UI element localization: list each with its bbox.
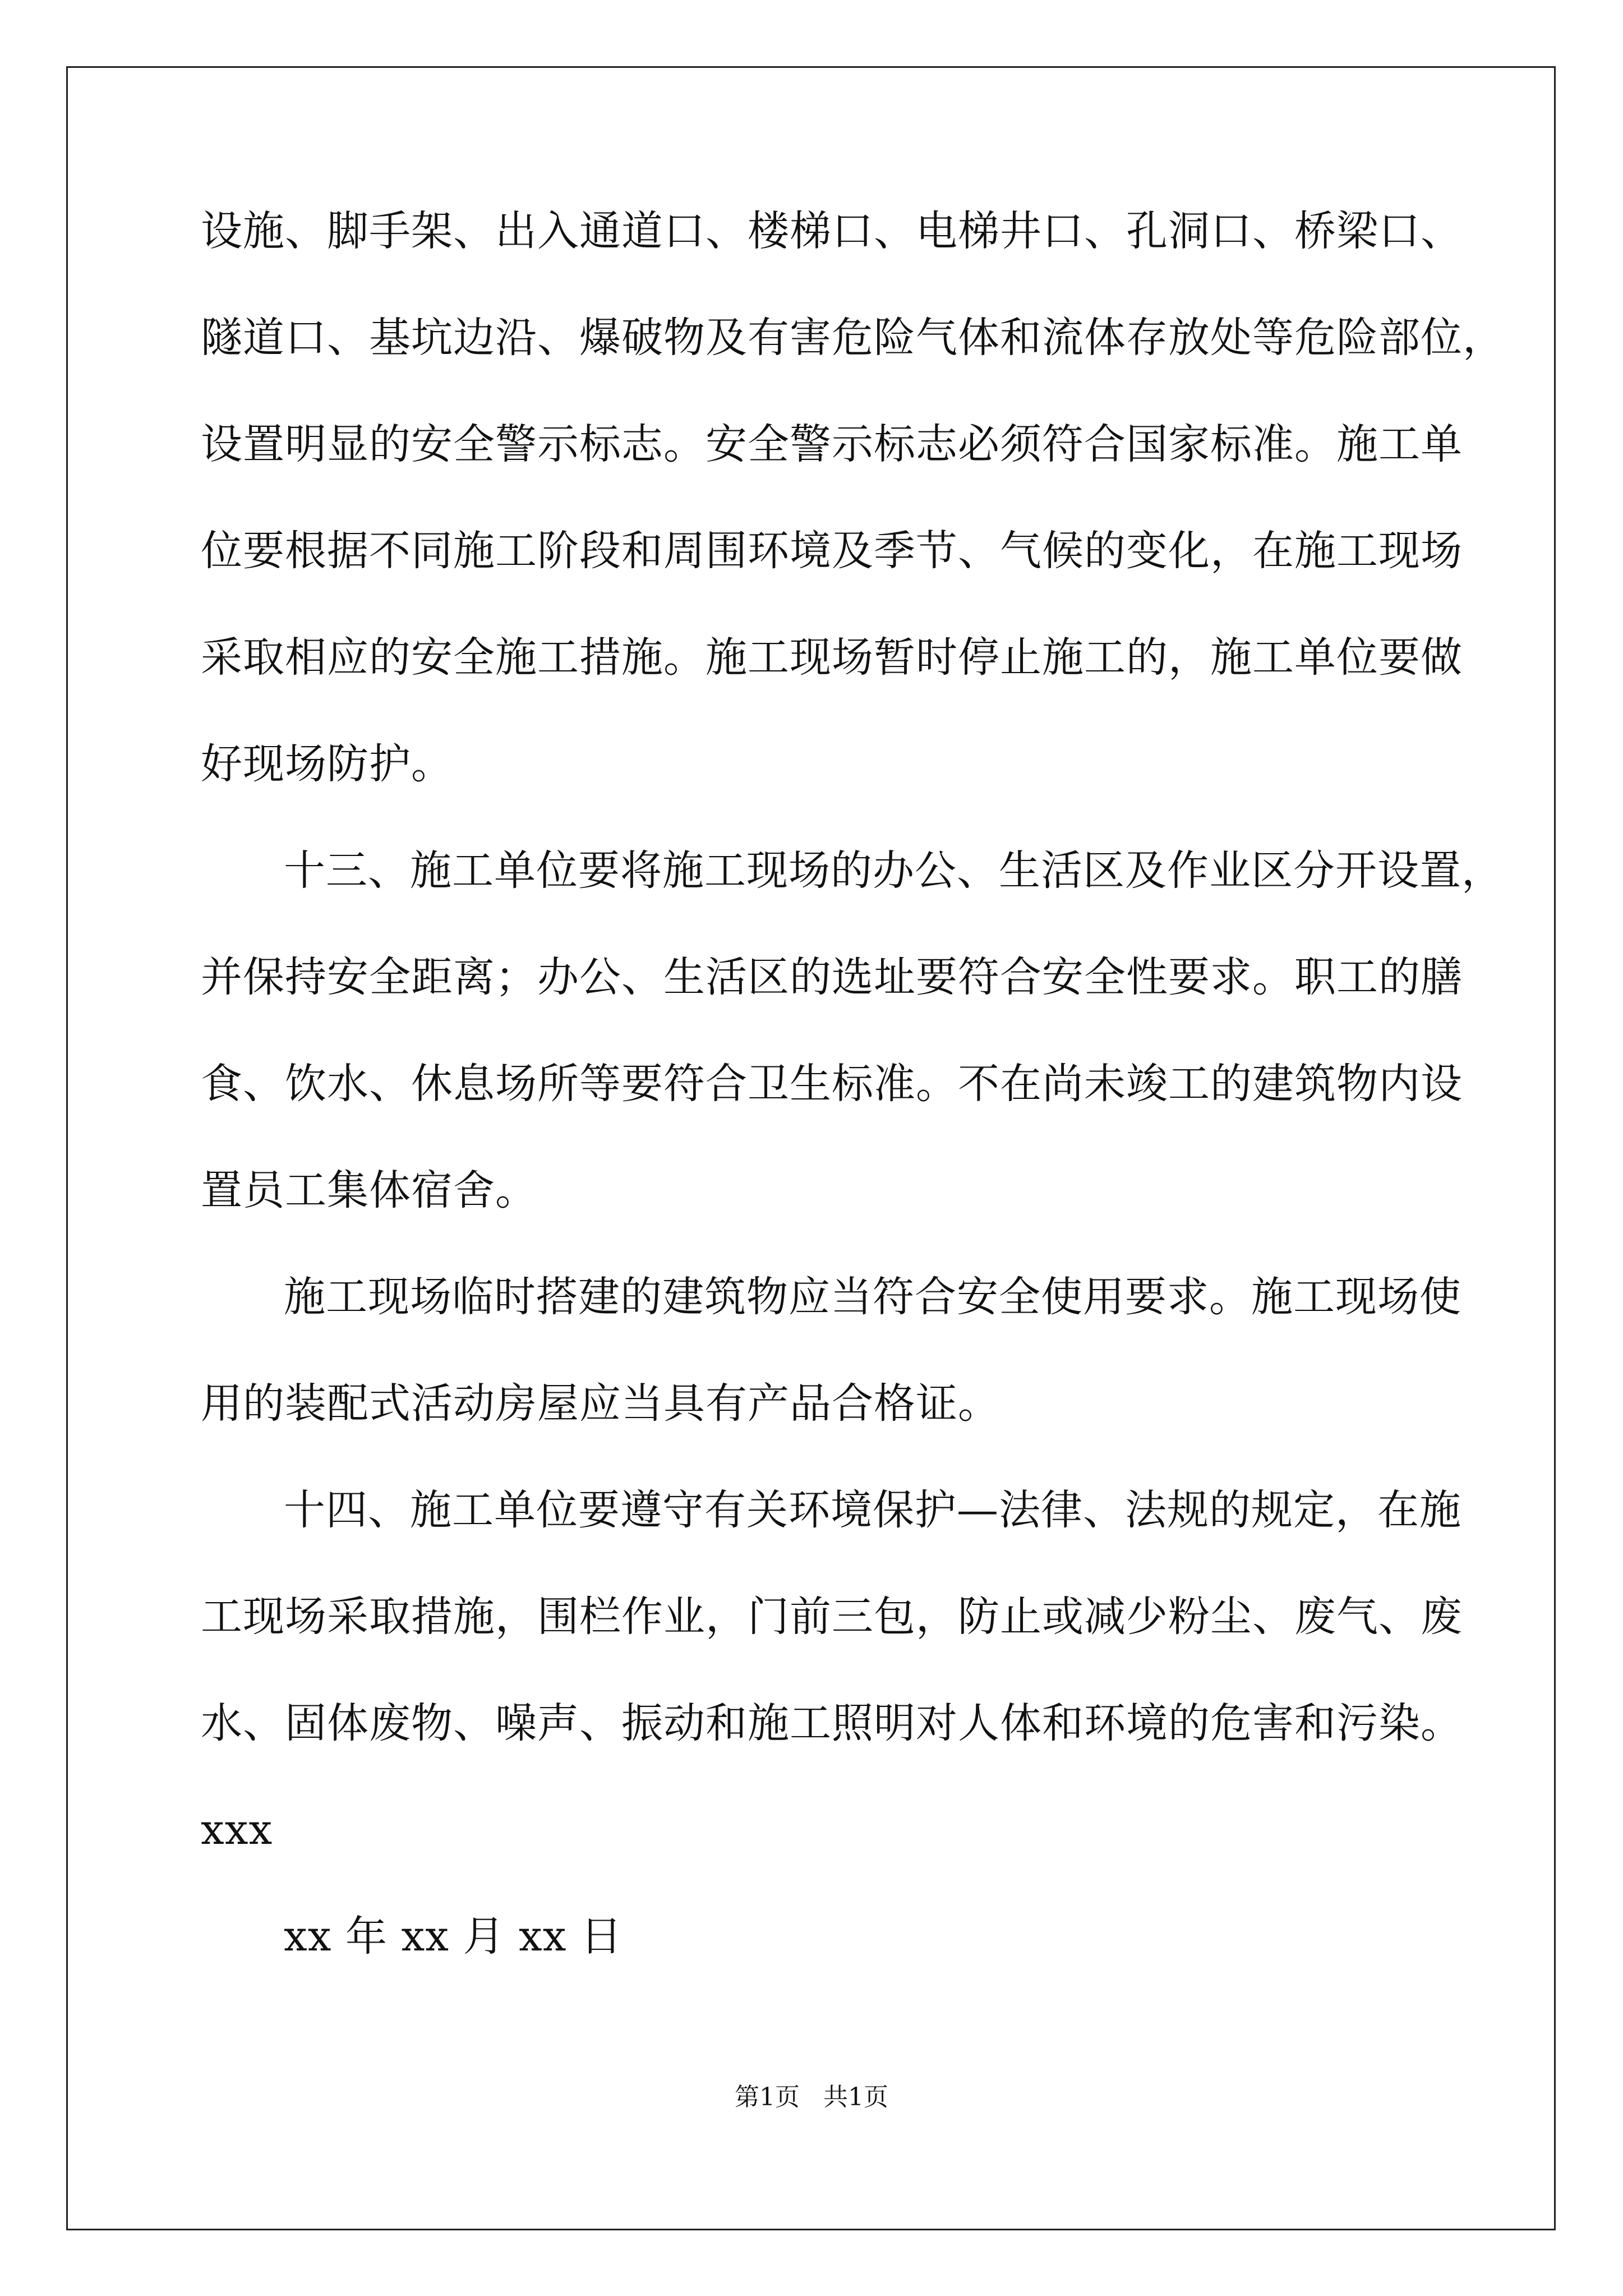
- text-line: 并保持安全距离；办公、生活区的选址要符合安全性要求。职工的膳: [201, 953, 1463, 1001]
- text-line: 置员工集体宿舍。: [201, 1166, 537, 1214]
- text-line: 施工现场临时搭建的建筑物应当符合安全使用要求。施工现场使: [284, 1273, 1461, 1321]
- text-line: 食、饮水、休息场所等要符合卫生标准。不在尚未竣工的建筑物内设: [201, 1060, 1463, 1108]
- text-line: 隧道口、基坑边沿、爆破物及有害危险气体和流体存放处等危险部位，: [201, 314, 1505, 362]
- text-line: 采取相应的安全施工措施。施工现场暂时停止施工的，施工单位要做: [201, 633, 1463, 682]
- text-line: 位要根据不同施工阶段和周围环境及季节、气候的变化，在施工现场: [201, 527, 1463, 575]
- text-line: 十三、施工单位要将施工现场的办公、生活区及作业区分开设置，: [284, 846, 1504, 895]
- text-line: 十四、施工单位要遵守有关环境保护—法律、法规的规定，在施: [284, 1486, 1461, 1534]
- text-line: 水、固体废物、噪声、振动和施工照明对人体和环境的危害和污染。: [201, 1699, 1463, 1747]
- text-line: 用的装配式活动房屋应当具有产品合格证。: [201, 1379, 1000, 1428]
- page-number-footer: 第1页 共1页: [735, 2083, 888, 2111]
- text-line: 工现场采取措施，围栏作业，门前三包，防止或减少粉尘、废气、废: [201, 1593, 1463, 1641]
- text-line: 设置明显的安全警示标志。安全警示标志必须符合国家标准。施工单: [201, 420, 1463, 468]
- document-body: [201, 207, 1505, 2021]
- signature-date: xx 年 xx 月 xx 日: [284, 1912, 623, 1961]
- signature-name: xxx: [201, 1806, 273, 1854]
- text-line: 好现场防护。: [201, 740, 453, 788]
- text-line: 设施、脚手架、出入通道口、楼梯口、电梯井口、孔洞口、桥梁口、: [201, 207, 1463, 255]
